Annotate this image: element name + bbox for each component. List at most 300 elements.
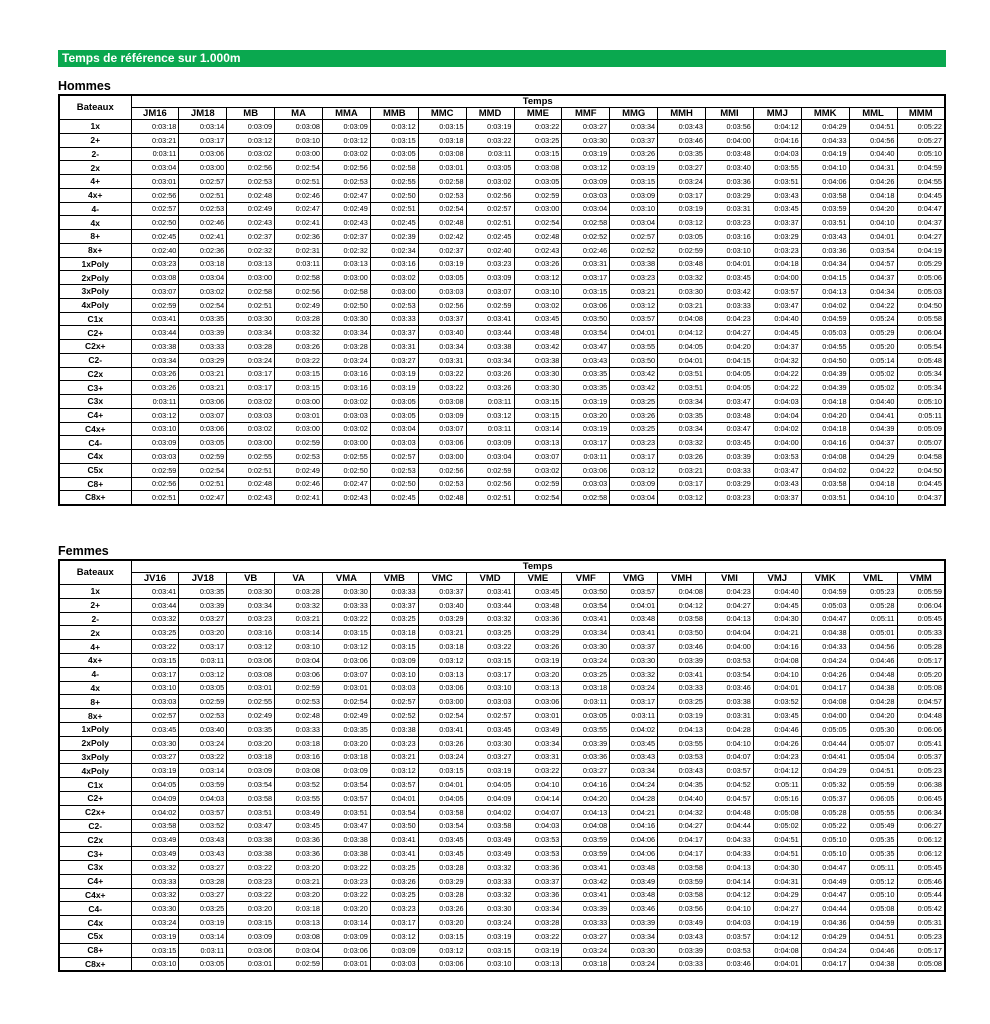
time-cell: 0:03:15	[131, 653, 179, 667]
time-cell: 0:02:54	[179, 298, 227, 312]
time-cell: 0:03:12	[323, 640, 371, 654]
time-cell: 0:03:55	[610, 340, 658, 354]
time-cell: 0:02:51	[370, 202, 418, 216]
time-cell: 0:03:17	[610, 695, 658, 709]
time-cell: 0:03:37	[753, 216, 801, 230]
time-cell: 0:03:55	[275, 791, 323, 805]
time-cell: 0:03:02	[323, 395, 371, 409]
time-cell: 0:04:09	[131, 791, 179, 805]
time-cell: 0:03:38	[610, 257, 658, 271]
time-cell: 0:02:59	[514, 477, 562, 491]
time-cell: 0:03:05	[370, 395, 418, 409]
time-cell: 0:04:10	[849, 491, 897, 505]
boat-label: C8+	[59, 943, 131, 957]
time-cell: 0:02:54	[418, 709, 466, 723]
time-cell: 0:04:47	[801, 860, 849, 874]
time-cell: 0:02:51	[466, 491, 514, 505]
time-cell: 0:02:45	[370, 491, 418, 505]
time-cell: 0:05:10	[801, 833, 849, 847]
time-cell: 0:04:59	[897, 161, 945, 175]
time-cell: 0:04:33	[801, 133, 849, 147]
category-header: VB	[227, 573, 275, 585]
time-cell: 0:03:39	[706, 450, 754, 464]
time-cell: 0:03:26	[466, 381, 514, 395]
time-cell: 0:03:58	[658, 612, 706, 626]
time-cell: 0:04:16	[801, 436, 849, 450]
time-cell: 0:03:00	[418, 450, 466, 464]
time-cell: 0:03:37	[610, 133, 658, 147]
time-cell: 0:03:27	[562, 764, 610, 778]
time-cell: 0:03:14	[179, 929, 227, 943]
time-cell: 0:04:18	[801, 395, 849, 409]
time-cell: 0:03:30	[323, 312, 371, 326]
time-cell: 0:03:51	[801, 216, 849, 230]
time-cell: 0:03:33	[370, 312, 418, 326]
table-row	[59, 667, 945, 681]
boat-label: C2+	[59, 791, 131, 805]
time-cell: 0:03:36	[562, 750, 610, 764]
boat-label: C4x+	[59, 422, 131, 436]
time-cell: 0:03:11	[562, 695, 610, 709]
time-cell: 0:03:00	[323, 436, 371, 450]
boat-label: 1xPoly	[59, 722, 131, 736]
time-cell: 0:03:22	[323, 860, 371, 874]
time-cell: 0:03:49	[466, 833, 514, 847]
time-cell: 0:05:37	[897, 750, 945, 764]
time-cell: 0:03:48	[514, 326, 562, 340]
time-cell: 0:04:45	[753, 598, 801, 612]
time-cell: 0:03:32	[275, 598, 323, 612]
time-cell: 0:03:27	[466, 750, 514, 764]
time-cell: 0:03:10	[131, 957, 179, 971]
time-cell: 0:03:25	[610, 395, 658, 409]
time-cell: 0:03:15	[131, 943, 179, 957]
time-cell: 0:04:38	[849, 681, 897, 695]
time-cell: 0:03:22	[275, 353, 323, 367]
boat-label: C8x+	[59, 957, 131, 971]
time-cell: 0:02:49	[227, 202, 275, 216]
time-cell: 0:05:23	[849, 585, 897, 599]
time-cell: 0:03:09	[323, 764, 371, 778]
time-cell: 0:03:07	[179, 408, 227, 422]
time-cell: 0:03:20	[323, 736, 371, 750]
time-cell: 0:04:00	[706, 133, 754, 147]
category-header: JM16	[131, 108, 179, 120]
boat-label: C3+	[59, 381, 131, 395]
time-cell: 0:04:22	[849, 463, 897, 477]
time-cell: 0:03:18	[418, 640, 466, 654]
time-cell: 0:03:26	[418, 736, 466, 750]
time-cell: 0:02:56	[418, 463, 466, 477]
time-cell: 0:03:33	[658, 957, 706, 971]
time-cell: 0:04:03	[514, 819, 562, 833]
boat-label: C4+	[59, 874, 131, 888]
time-cell: 0:05:34	[897, 381, 945, 395]
time-cell: 0:04:37	[753, 340, 801, 354]
time-cell: 0:04:08	[753, 653, 801, 667]
time-cell: 0:03:41	[610, 626, 658, 640]
time-cell: 0:03:34	[514, 902, 562, 916]
time-cell: 0:05:48	[897, 353, 945, 367]
time-cell: 0:03:13	[514, 957, 562, 971]
time-cell: 0:04:10	[801, 161, 849, 175]
time-cell: 0:05:07	[897, 436, 945, 450]
time-cell: 0:03:03	[466, 695, 514, 709]
time-cell: 0:04:06	[801, 175, 849, 189]
boat-label: 4+	[59, 175, 131, 189]
boat-label: C5x	[59, 929, 131, 943]
time-cell: 0:04:33	[801, 640, 849, 654]
time-cell: 0:04:04	[706, 626, 754, 640]
time-cell: 0:02:59	[179, 450, 227, 464]
time-cell: 0:02:55	[227, 450, 275, 464]
time-cell: 0:03:55	[658, 736, 706, 750]
time-cell: 0:03:33	[323, 598, 371, 612]
time-cell: 0:05:05	[801, 722, 849, 736]
time-cell: 0:03:21	[658, 463, 706, 477]
time-cell: 0:02:41	[275, 216, 323, 230]
time-cell: 0:02:57	[179, 175, 227, 189]
time-cell: 0:03:45	[514, 312, 562, 326]
time-cell: 0:04:27	[658, 819, 706, 833]
table-row	[59, 381, 945, 395]
time-cell: 0:04:36	[801, 916, 849, 930]
time-cell: 0:04:10	[849, 216, 897, 230]
table-row	[59, 860, 945, 874]
time-cell: 0:03:14	[179, 764, 227, 778]
time-cell: 0:02:56	[227, 161, 275, 175]
time-cell: 0:04:01	[753, 681, 801, 695]
time-cell: 0:03:06	[323, 653, 371, 667]
time-cell: 0:03:04	[131, 161, 179, 175]
time-cell: 0:03:03	[323, 408, 371, 422]
time-cell: 0:02:37	[418, 243, 466, 257]
time-cell: 0:03:22	[323, 888, 371, 902]
time-cell: 0:04:30	[753, 612, 801, 626]
time-cell: 0:03:09	[323, 120, 371, 134]
time-cell: 0:03:38	[514, 353, 562, 367]
table-row	[59, 202, 945, 216]
time-header: Temps	[131, 95, 945, 108]
time-cell: 0:02:51	[227, 298, 275, 312]
boat-label: 2-	[59, 147, 131, 161]
time-cell: 0:04:18	[753, 257, 801, 271]
boat-label: C1x	[59, 312, 131, 326]
time-cell: 0:02:54	[514, 491, 562, 505]
time-cell: 0:03:30	[610, 943, 658, 957]
time-cell: 0:03:00	[514, 202, 562, 216]
time-cell: 0:03:17	[658, 188, 706, 202]
time-cell: 0:03:31	[706, 202, 754, 216]
time-cell: 0:05:14	[849, 353, 897, 367]
table-row	[59, 750, 945, 764]
time-cell: 0:03:19	[370, 367, 418, 381]
time-cell: 0:03:59	[562, 847, 610, 861]
time-cell: 0:03:38	[370, 722, 418, 736]
category-header: MMC	[418, 108, 466, 120]
table-row	[59, 285, 945, 299]
time-cell: 0:03:58	[658, 860, 706, 874]
time-cell: 0:03:31	[706, 709, 754, 723]
time-cell: 0:03:19	[514, 943, 562, 957]
time-cell: 0:04:22	[849, 298, 897, 312]
time-cell: 0:03:20	[227, 902, 275, 916]
time-cell: 0:04:39	[801, 367, 849, 381]
time-cell: 0:02:46	[179, 216, 227, 230]
time-cell: 0:03:20	[514, 667, 562, 681]
time-cell: 0:03:42	[706, 285, 754, 299]
time-cell: 0:03:17	[227, 367, 275, 381]
time-cell: 0:04:10	[514, 778, 562, 792]
time-cell: 0:03:17	[610, 450, 658, 464]
time-cell: 0:04:33	[706, 833, 754, 847]
time-cell: 0:03:36	[275, 847, 323, 861]
time-cell: 0:05:10	[897, 395, 945, 409]
time-cell: 0:03:39	[658, 653, 706, 667]
time-cell: 0:03:07	[514, 450, 562, 464]
table-row	[59, 598, 945, 612]
time-cell: 0:03:25	[514, 133, 562, 147]
time-cell: 0:03:32	[275, 326, 323, 340]
time-cell: 0:03:58	[658, 888, 706, 902]
time-cell: 0:05:06	[897, 271, 945, 285]
time-cell: 0:04:13	[706, 860, 754, 874]
time-cell: 0:04:37	[849, 436, 897, 450]
time-cell: 0:02:59	[466, 298, 514, 312]
time-cell: 0:05:42	[897, 902, 945, 916]
table-row	[59, 722, 945, 736]
time-cell: 0:03:36	[275, 833, 323, 847]
table-row	[59, 188, 945, 202]
time-cell: 0:03:50	[658, 626, 706, 640]
time-cell: 0:03:27	[179, 612, 227, 626]
time-cell: 0:03:10	[610, 202, 658, 216]
time-cell: 0:03:30	[562, 640, 610, 654]
time-cell: 0:03:34	[610, 120, 658, 134]
time-cell: 0:04:46	[849, 653, 897, 667]
time-cell: 0:02:50	[131, 216, 179, 230]
time-cell: 0:03:02	[514, 298, 562, 312]
time-cell: 0:04:10	[753, 667, 801, 681]
time-cell: 0:03:01	[323, 681, 371, 695]
time-cell: 0:03:46	[610, 902, 658, 916]
time-cell: 0:04:34	[801, 257, 849, 271]
time-cell: 0:04:02	[753, 422, 801, 436]
time-cell: 0:03:06	[514, 695, 562, 709]
time-cell: 0:03:35	[227, 722, 275, 736]
time-cell: 0:05:44	[897, 888, 945, 902]
time-cell: 0:04:51	[849, 929, 897, 943]
time-cell: 0:03:03	[418, 285, 466, 299]
time-cell: 0:03:21	[131, 133, 179, 147]
time-cell: 0:03:18	[370, 626, 418, 640]
time-cell: 0:03:19	[131, 764, 179, 778]
time-cell: 0:02:51	[131, 491, 179, 505]
time-cell: 0:03:10	[514, 285, 562, 299]
time-cell: 0:03:36	[514, 612, 562, 626]
time-cell: 0:02:53	[370, 298, 418, 312]
time-cell: 0:05:09	[897, 422, 945, 436]
time-cell: 0:03:09	[227, 764, 275, 778]
time-cell: 0:03:12	[466, 408, 514, 422]
table-row	[59, 175, 945, 189]
time-cell: 0:03:09	[418, 408, 466, 422]
time-cell: 0:02:48	[227, 188, 275, 202]
time-cell: 0:04:57	[706, 791, 754, 805]
time-cell: 0:02:42	[418, 230, 466, 244]
time-cell: 0:05:33	[897, 626, 945, 640]
time-cell: 0:03:45	[418, 847, 466, 861]
time-cell: 0:03:06	[323, 943, 371, 957]
time-cell: 0:03:36	[514, 860, 562, 874]
table-row	[59, 764, 945, 778]
time-cell: 0:02:59	[275, 957, 323, 971]
time-cell: 0:04:52	[706, 778, 754, 792]
category-header: JV16	[131, 573, 179, 585]
time-cell: 0:02:54	[418, 202, 466, 216]
time-cell: 0:03:20	[418, 916, 466, 930]
time-cell: 0:03:00	[323, 271, 371, 285]
table-row	[59, 463, 945, 477]
time-cell: 0:03:05	[179, 436, 227, 450]
time-cell: 0:02:54	[514, 216, 562, 230]
category-header: MML	[849, 108, 897, 120]
time-cell: 0:06:38	[897, 778, 945, 792]
time-cell: 0:03:23	[610, 436, 658, 450]
time-cell: 0:05:37	[801, 791, 849, 805]
time-cell: 0:03:43	[801, 230, 849, 244]
time-cell: 0:03:27	[562, 929, 610, 943]
time-cell: 0:04:58	[897, 450, 945, 464]
time-cell: 0:02:43	[227, 491, 275, 505]
time-cell: 0:03:41	[418, 722, 466, 736]
time-cell: 0:03:17	[370, 916, 418, 930]
time-cell: 0:04:32	[753, 353, 801, 367]
boat-label: C2x+	[59, 340, 131, 354]
boat-label: C4-	[59, 436, 131, 450]
time-cell: 0:03:47	[753, 298, 801, 312]
time-cell: 0:05:30	[849, 722, 897, 736]
time-cell: 0:03:58	[801, 477, 849, 491]
boat-label: 3xPoly	[59, 285, 131, 299]
time-cell: 0:03:25	[562, 667, 610, 681]
time-cell: 0:03:24	[562, 943, 610, 957]
category-header: JM18	[179, 108, 227, 120]
time-cell: 0:05:45	[897, 612, 945, 626]
time-cell: 0:03:48	[706, 408, 754, 422]
category-header: VMH	[658, 573, 706, 585]
boat-label: C8+	[59, 477, 131, 491]
time-cell: 0:05:16	[753, 791, 801, 805]
time-cell: 0:03:17	[562, 436, 610, 450]
time-cell: 0:03:45	[610, 736, 658, 750]
time-cell: 0:03:19	[610, 161, 658, 175]
time-cell: 0:03:26	[658, 450, 706, 464]
time-cell: 0:04:20	[849, 202, 897, 216]
time-cell: 0:04:45	[753, 326, 801, 340]
time-cell: 0:04:27	[706, 598, 754, 612]
time-cell: 0:03:15	[418, 764, 466, 778]
time-cell: 0:02:48	[227, 477, 275, 491]
time-cell: 0:03:05	[562, 709, 610, 723]
table-row	[59, 888, 945, 902]
time-cell: 0:03:09	[466, 436, 514, 450]
time-cell: 0:05:58	[897, 312, 945, 326]
time-cell: 0:02:59	[275, 681, 323, 695]
time-cell: 0:02:43	[514, 243, 562, 257]
time-cell: 0:04:26	[801, 667, 849, 681]
time-cell: 0:03:44	[466, 598, 514, 612]
time-cell: 0:02:48	[514, 230, 562, 244]
time-cell: 0:04:50	[801, 353, 849, 367]
time-cell: 0:03:25	[370, 860, 418, 874]
time-cell: 0:06:06	[897, 722, 945, 736]
time-cell: 0:03:39	[658, 943, 706, 957]
time-cell: 0:03:11	[466, 147, 514, 161]
time-cell: 0:03:22	[323, 612, 371, 626]
time-cell: 0:04:13	[562, 805, 610, 819]
time-cell: 0:03:15	[227, 916, 275, 930]
time-cell: 0:02:41	[275, 491, 323, 505]
time-cell: 0:02:57	[610, 230, 658, 244]
category-header: VMC	[418, 573, 466, 585]
time-cell: 0:03:04	[179, 271, 227, 285]
time-cell: 0:03:29	[514, 626, 562, 640]
table-row	[59, 133, 945, 147]
time-cell: 0:03:33	[466, 874, 514, 888]
time-cell: 0:05:10	[897, 147, 945, 161]
time-cell: 0:03:47	[753, 463, 801, 477]
time-cell: 0:03:04	[562, 202, 610, 216]
time-cell: 0:03:04	[370, 422, 418, 436]
time-cell: 0:03:23	[227, 874, 275, 888]
time-cell: 0:03:45	[514, 585, 562, 599]
time-cell: 0:03:15	[275, 381, 323, 395]
time-cell: 0:06:04	[897, 598, 945, 612]
time-cell: 0:04:15	[706, 353, 754, 367]
time-cell: 0:03:27	[658, 161, 706, 175]
time-cell: 0:03:56	[706, 120, 754, 134]
time-cell: 0:03:26	[418, 902, 466, 916]
table-row	[59, 653, 945, 667]
boat-label: 3xPoly	[59, 750, 131, 764]
table-row	[59, 257, 945, 271]
time-cell: 0:03:16	[227, 626, 275, 640]
time-cell: 0:03:15	[370, 133, 418, 147]
time-cell: 0:03:49	[275, 805, 323, 819]
boat-label: 1x	[59, 120, 131, 134]
time-cell: 0:02:54	[179, 463, 227, 477]
time-cell: 0:05:02	[849, 381, 897, 395]
time-cell: 0:03:49	[131, 833, 179, 847]
time-cell: 0:03:17	[179, 640, 227, 654]
time-cell: 0:04:40	[658, 791, 706, 805]
time-cell: 0:02:53	[275, 695, 323, 709]
time-cell: 0:03:01	[131, 175, 179, 189]
boat-label: 1xPoly	[59, 257, 131, 271]
time-cell: 0:02:53	[418, 188, 466, 202]
time-cell: 0:03:13	[514, 436, 562, 450]
time-cell: 0:04:40	[849, 395, 897, 409]
time-cell: 0:04:59	[801, 312, 849, 326]
table-row	[59, 326, 945, 340]
time-cell: 0:03:51	[658, 367, 706, 381]
time-cell: 0:03:41	[658, 667, 706, 681]
time-cell: 0:04:10	[706, 736, 754, 750]
time-cell: 0:03:27	[179, 860, 227, 874]
time-cell: 0:02:55	[370, 175, 418, 189]
time-cell: 0:03:08	[227, 667, 275, 681]
